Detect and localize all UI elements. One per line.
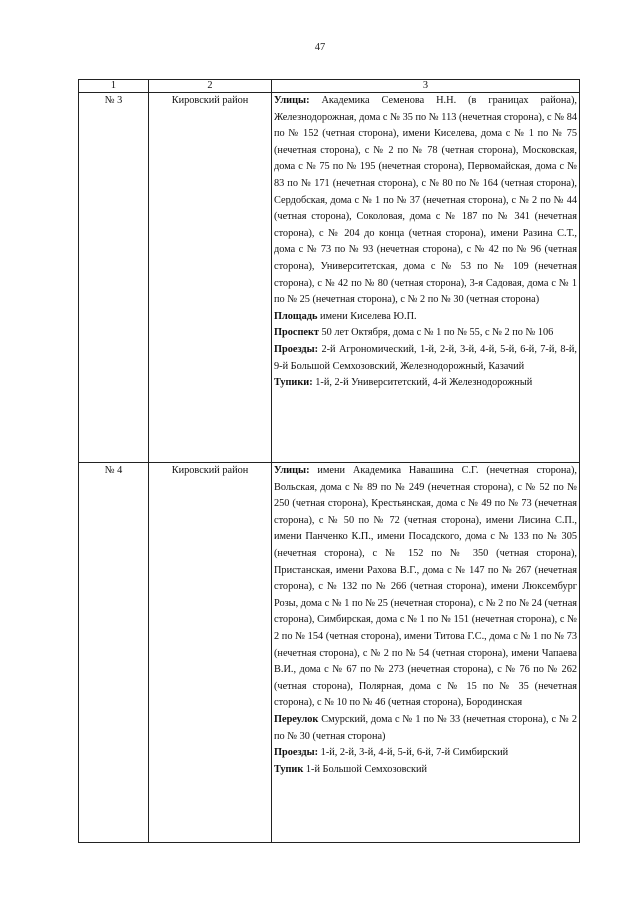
streets-text: имени Академика Навашина С.Г. (нечетная сторона), Вольская, дома с № 89 по № 249 (нечетная сторона), с № 52 по № 250 (четная сторона), Крестьянская, дома с № 49 по № 73 (нечетная сторона), с № 50 по № 72 (четная сторона), имени Лисина С.П., имени Панченко К.П., имени Посадского, дома с № 133 по № 305 (нечетная сторона), с № 152 по № 350 (четная сторона), Пристанская, имени Рахова В.Г., дома с № 147 по № 267 (нечетная сторона), с № 132 по № 266 (четная сторона), имени Люксембург Розы, дома с № 1 по № 25 (нечетная сторона), с № 2 по № 24 (четная сторона), Симбирская, дома с № 1 по № 151 (нечетная сторона), с № 2 по № 154 (четная сторона), имени Титова Г.С., дома с № 1 по № 73 (нечетная сторона), с № 2 по № 54 (четная сторона), имени Чапаева В.И., дома с № 67 по № 273 (нечетная сторона), с № 76 по № 262 (четная сторона), Полярная, дома с № 15 по № 35 (нечетная сторона), с № 10 по № 46 (четная сторона), Бородинская xyxy=(274,465,577,709)
lane-paragraph xyxy=(274,712,577,745)
passages-text: 1-й, 2-й, 3-й, 4-й, 5-й, 6-й, 7-й Симбирский xyxy=(320,747,509,759)
lane-text: Смурский, дома с № 1 по № 33 (нечетная сторона), с № 2 по № 30 (четная сторона) xyxy=(274,713,577,742)
streets-paragraph xyxy=(274,463,577,712)
deadend-label: Тупик xyxy=(274,763,304,775)
deadends-paragraph xyxy=(274,375,577,392)
row-number: № 4 xyxy=(79,463,149,843)
header-col-2: 2 xyxy=(149,80,272,93)
passages-label: Проезды: xyxy=(274,747,319,759)
lane-label: Переулок xyxy=(274,713,319,725)
passages-paragraph xyxy=(274,745,577,762)
deadends-label: Тупики: xyxy=(274,377,313,389)
header-col-3: 3 xyxy=(272,80,580,93)
prospect-text: 50 лет Октября, дома с № 1 по № 55, с № 2 по № 106 xyxy=(321,327,554,339)
square-paragraph xyxy=(274,309,577,326)
row-number: № 3 xyxy=(79,93,149,463)
row-addresses xyxy=(272,463,580,843)
square-label: Площадь xyxy=(274,310,318,322)
page-number: 47 xyxy=(314,42,326,53)
districts-table xyxy=(78,79,580,843)
square-text: имени Киселева Ю.П. xyxy=(320,310,417,322)
streets-paragraph xyxy=(274,93,577,309)
streets-label: Улицы: xyxy=(274,95,310,106)
streets-text: Академика Семенова Н.Н. (в границах района), Железнодорожная, дома с № 35 по № 113 (нечетная сторона), с № 84 по № 152 (четная сторона), имени Киселева, дома с № 1 по № 75 (нечетная сторона), с № 2 по № 78 (четная сторона), Московская, дома с № 75 по № 195 (нечетная сторона), Первомайская, дома с № 83 по № 171 (нечетная сторона), с № 80 по № 164 (четная сторона), Сердобская, дома с № 1 по № 37 (нечетная сторона), с № 2 по № 44 (четная сторона), Соколовая, дома с № 187 по № 341 (нечетная сторона), с № 204 до конца (четная сторона), имени Разина С.Т., дома с № 73 по № 93 (нечетная сторона), с № 42 по № 96 (четная сторона), Университетская, дома с № 53 по № 109 (нечетная сторона), с № 42 по № 80 (четная сторона), 3-я Садовая, дома с № 1 по № 25 (нечетная сторона), с № 2 по № 30 (четная сторона) xyxy=(274,95,577,306)
header-col-1: 1 xyxy=(79,80,149,93)
table-row xyxy=(79,93,580,463)
table-header-row xyxy=(79,80,580,93)
row-district: Кировский район xyxy=(149,463,272,843)
deadend-text: 1-й Большой Семхозовский xyxy=(305,763,428,775)
prospect-paragraph xyxy=(274,325,577,342)
row-addresses xyxy=(272,93,580,463)
passages-text: 2-й Агрономический, 1-й, 2-й, 3-й, 4-й, 5-й, 6-й, 7-й, 8-й, 9-й Большой Семхозовский, Железнодорожный, Казачий xyxy=(274,343,577,372)
passages-paragraph xyxy=(274,342,577,375)
deadend-paragraph xyxy=(274,762,577,779)
deadends-text: 1-й, 2-й Университетский, 4-й Железнодорожный xyxy=(315,377,533,389)
table-row xyxy=(79,463,580,843)
passages-label: Проезды: xyxy=(274,343,319,355)
row-district: Кировский район xyxy=(149,93,272,463)
streets-label: Улицы: xyxy=(274,465,310,476)
prospect-label: Проспект xyxy=(274,327,319,339)
